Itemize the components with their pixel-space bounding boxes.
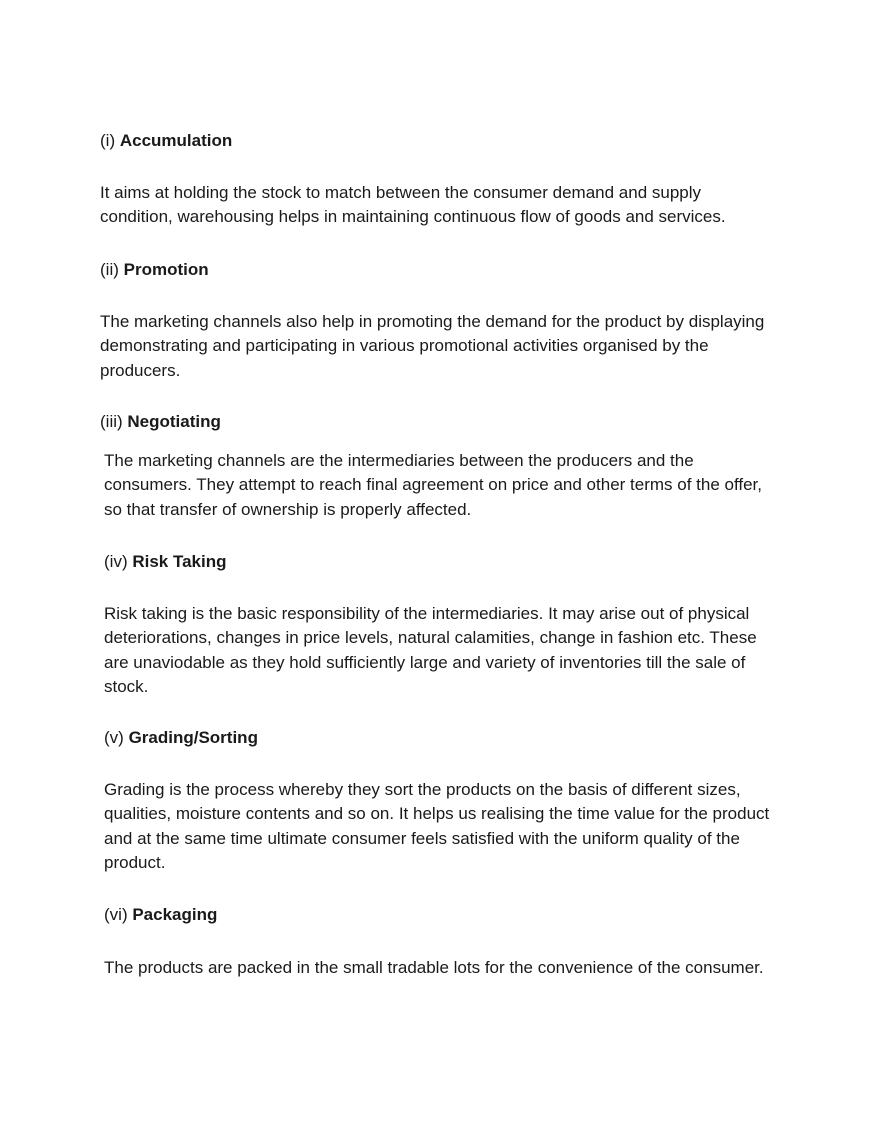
section-title: Grading/Sorting (128, 728, 258, 747)
section-number: (vi) (104, 905, 128, 924)
section-body-grading-sorting: Grading is the process whereby they sort the products on the basis of different sizes, qualities, moisture contents and so on. It helps us realising the time value for the product and at the same time ultimate consumer feels satisfied with the uniform quality of the product. (104, 780, 770, 872)
section-body-accumulation: It aims at holding the stock to match between the consumer demand and supply condition, warehousing helps in maintaining continuous flow of goods and services. (100, 183, 726, 227)
section-number: (v) (104, 728, 124, 747)
section-heading-grading-sorting (104, 726, 258, 750)
section-body-negotiating: The marketing channels are the intermediaries between the producers and the consumers. They attempt to reach final agreement on price and other terms of the offer, so that transfer of ownership is properly affected. (104, 451, 763, 519)
section-body-risk-taking: Risk taking is the basic responsibility of the intermediaries. It may arise out of physical deteriorations, changes in price levels, natural calamities, change in fashion etc. These are unaviodable as they hold sufficiently large and variety of inventories till the sale of stock. (104, 604, 757, 696)
section-number: (iv) (104, 552, 128, 571)
section-heading-promotion (100, 258, 209, 282)
section-title: Risk Taking (132, 552, 227, 571)
section-title: Packaging (132, 905, 218, 924)
section-title: Negotiating (127, 412, 221, 431)
section-number: (iii) (100, 412, 123, 431)
section-title: Promotion (123, 260, 209, 279)
section-number: (ii) (100, 260, 119, 279)
section-title: Accumulation (119, 131, 233, 150)
section-body-packaging: The products are packed in the small tradable lots for the convenience of the consumer. (104, 958, 764, 977)
section-number: (i) (100, 131, 116, 150)
section-heading-packaging (104, 903, 217, 927)
section-heading-risk-taking (104, 550, 227, 574)
section-heading-accumulation (100, 129, 232, 153)
section-body-promotion: The marketing channels also help in promoting the demand for the product by displaying demonstrating and participating in various promotional activities organised by the producers. (100, 312, 765, 380)
section-heading-negotiating (100, 410, 221, 434)
